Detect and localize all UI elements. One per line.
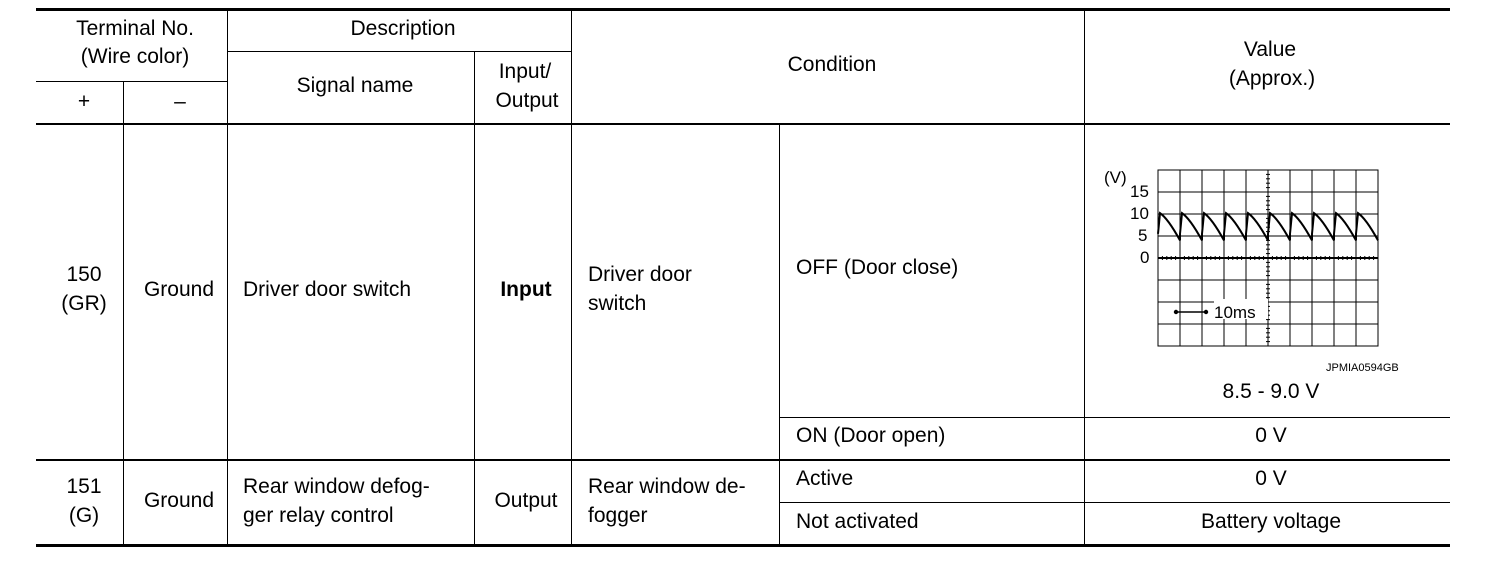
table-top-border (36, 8, 1450, 11)
header-plus: + (77, 90, 91, 113)
row-150-terminal: 150 (66, 263, 102, 286)
header-signal-name: Signal name (296, 74, 414, 97)
header-rule-description (228, 51, 572, 52)
scope-time-marker-start (1174, 310, 1178, 314)
row-150-io: Input (500, 278, 552, 301)
header-minus: – (174, 90, 186, 113)
scope-time-marker-end (1204, 310, 1208, 314)
row-150-wire-color: (GR) (61, 292, 107, 315)
header-description: Description (350, 17, 456, 40)
header-rule-terminal (36, 81, 228, 82)
row-150-state-on: ON (Door open) (796, 424, 946, 447)
scope-y-tick-10: 10 (1130, 204, 1149, 223)
col-rule-plus-minus (123, 81, 124, 546)
header-condition: Condition (787, 53, 877, 76)
row-151-condition-1: Rear window de- (588, 475, 746, 498)
header-value-2: (Approx.) (1228, 67, 1316, 90)
row-150-ground: Ground (143, 278, 215, 301)
row-151-value-active: 0 V (1255, 467, 1287, 490)
row-151-io: Output (494, 489, 558, 512)
row-150-condition-2: switch (588, 292, 647, 315)
row-151-terminal: 151 (66, 475, 102, 498)
row-divider (36, 459, 1450, 461)
header-terminal-no: Terminal No. (76, 17, 194, 40)
row-151-ground: Ground (143, 489, 215, 512)
row-151-signal-2: ger relay control (243, 504, 394, 527)
row-151-signal-1: Rear window defog- (243, 475, 430, 498)
row-150-condition-1: Driver door (588, 263, 692, 286)
row-151-value-not-activated: Battery voltage (1200, 510, 1342, 533)
header-bottom-rule (36, 123, 1450, 125)
header-input-output-2: Output (495, 89, 559, 112)
col-rule-terminal (227, 9, 228, 546)
scope-y-tick-15: 15 (1130, 182, 1149, 201)
scope-grid (1158, 170, 1378, 346)
col-rule-signal (474, 51, 475, 546)
row-151-wire-color: (G) (68, 504, 100, 527)
scope-y-tick-0: 0 (1140, 248, 1150, 267)
row-150-value-off: 8.5 - 9.0 V (1222, 380, 1320, 403)
scope-y-tick-5: 5 (1138, 226, 1148, 245)
row-151-state-active: Active (796, 467, 854, 490)
header-value-1: Value (1243, 38, 1297, 61)
row-151-state-divider (780, 502, 1450, 503)
row-150-signal-name: Driver door switch (243, 278, 412, 301)
row-150-value-on: 0 V (1255, 424, 1287, 447)
row-151-state-not-activated: Not activated (796, 510, 919, 533)
col-rule-condition (779, 124, 780, 546)
table-bottom-border (36, 544, 1450, 547)
oscilloscope-waveform (1100, 166, 1380, 352)
row-150-state-divider (780, 417, 1450, 418)
waveform-figure-id: JPMIA0594GB (1326, 362, 1399, 374)
header-wire-color: (Wire color) (80, 45, 190, 68)
col-rule-value (1084, 9, 1085, 546)
row-151-condition-2: fogger (588, 504, 648, 527)
header-input-output-1: Input/ (498, 60, 552, 83)
scope-time-label: 10ms (1214, 303, 1256, 322)
row-150-state-off: OFF (Door close) (796, 256, 959, 279)
scope-y-unit: (V) (1104, 168, 1127, 187)
col-rule-description (571, 9, 572, 546)
